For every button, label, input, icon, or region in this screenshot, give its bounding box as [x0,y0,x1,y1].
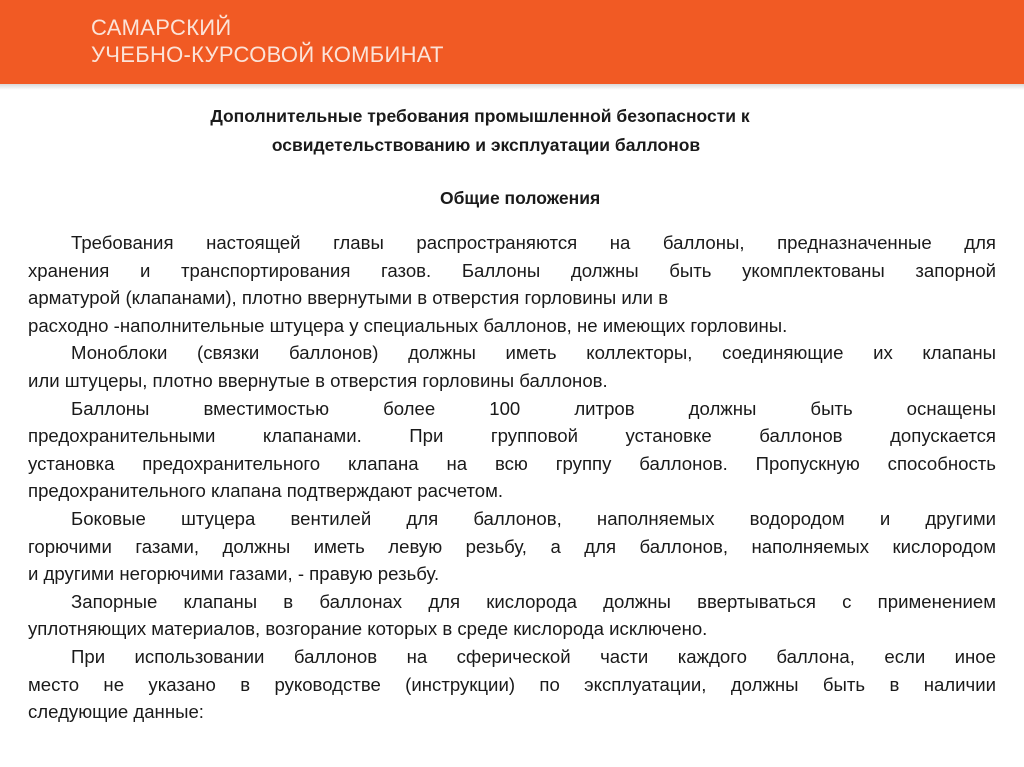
paragraph [28,643,996,726]
organization-name [91,14,444,68]
paragraph [28,339,996,394]
organization-name-line1: САМАРСКИЙ [91,15,232,40]
paragraph-line: или штуцеры, плотно ввернутые в отверстия горловины баллонов. [28,369,608,391]
header-divider [0,84,1024,90]
paragraph [28,588,996,643]
paragraph-line: горючими газами, должны иметь левую резьбу, а для баллонов, наполняемых кислородом [28,535,996,557]
paragraph-line: предохранительными клапанами. При групповой установке баллонов допускается [28,425,996,447]
header-banner [0,0,1024,84]
paragraph-line: Баллоны вместимостью более 100 литров должны быть оснащены [71,397,996,419]
paragraph-line: место не указано в руководстве (инструкции) по эксплуатации, должны быть в наличии [28,673,996,695]
document-title-line1: Дополнительные требования промышленной безопасности к [210,106,750,126]
paragraph-line: Требования настоящей главы распространяются на баллоны, предназначенные для [71,232,996,253]
paragraph-line: уплотняющих материалов, возгорание которых в среде кислорода исключено. [28,618,708,640]
paragraph [28,505,996,588]
paragraph-line: установка предохранительного клапана на всю группу баллонов. Пропускную способность [28,452,996,474]
paragraph-line: и другими негорючими газами, - правую резьбу. [28,563,440,585]
paragraph-line: предохранительного клапана подтверждают расчетом. [28,480,504,502]
organization-name-line2: УЧЕБНО-КУРСОВОЙ КОМБИНАТ [91,42,444,67]
paragraph-line: Боковые штуцера вентилей для баллонов, наполняемых водородом и другими [71,507,996,529]
document-title-line2: освидетельствованию и эксплуатации баллонов [271,135,701,155]
paragraph-line: При использовании баллонов на сферической части каждого баллона, если иное [71,645,996,667]
paragraph-line: расходно -наполнительные штуцера у специальных баллонов, не имеющих горловины. [28,314,788,336]
document-body [28,229,996,726]
paragraph [28,395,996,505]
section-heading: Общие положения [440,188,601,208]
document-title [120,102,904,160]
paragraph-line: хранения и транспортирования газов. Баллоны должны быть укомплектованы запорной [28,259,996,281]
paragraph-line: Запорные клапаны в баллонах для кислорода должны ввертываться с применением [71,590,996,612]
paragraph [28,229,996,339]
paragraph-line: следующие данные: [28,701,204,723]
paragraph-line: Моноблоки (связки баллонов) должны иметь коллекторы, соединяющие их клапаны [71,342,996,364]
paragraph-line: арматурой (клапанами), плотно ввернутыми в отверстия горловины или в [28,287,669,309]
